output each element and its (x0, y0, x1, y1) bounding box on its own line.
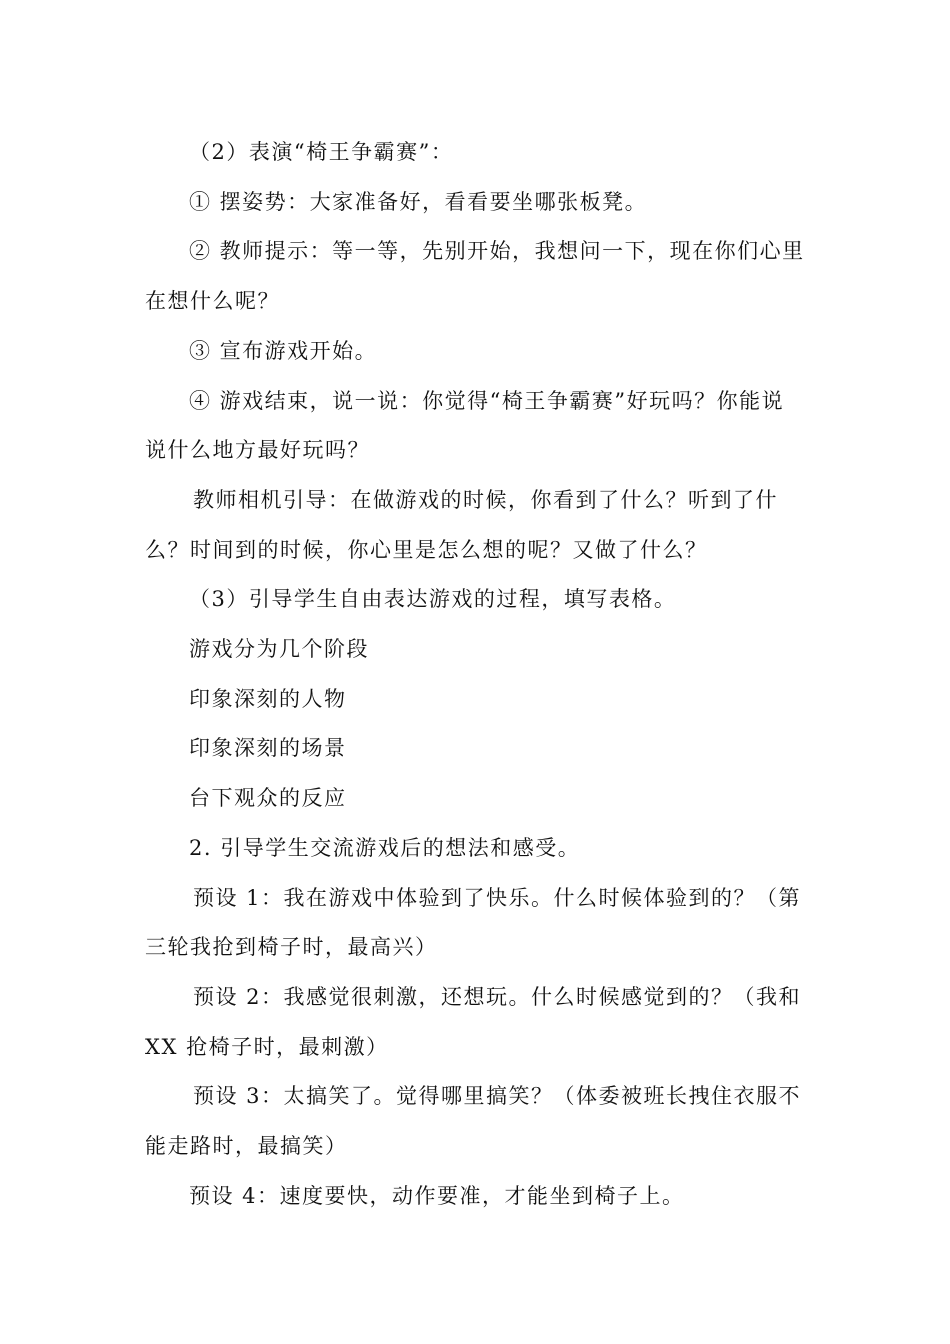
text-line: ② 教师提示：等一等，先别开始，我想问一下，现在你们心里 (189, 239, 805, 264)
text-line: 预设 3：太搞笑了。觉得哪里搞笑？（体委被班长拽住衣服不 (193, 1084, 802, 1109)
text-line: （2）表演“椅王争霸赛”： (189, 140, 454, 164)
text-line: ③ 宣布游戏开始。 (189, 338, 378, 363)
step-1-paragraph (145, 178, 815, 228)
text-line: 2. 引导学生交流游戏后的想法和感受。 (189, 835, 581, 860)
teacher-guide-paragraph (145, 476, 815, 575)
text-line: 教师相机引导：在做游戏的时候，你看到了什么？听到了什 (193, 487, 778, 512)
preset-3-paragraph (145, 1072, 815, 1171)
step-3-paragraph (145, 327, 815, 377)
step-2-paragraph (145, 227, 815, 326)
text-line: ① 摆姿势：大家准备好，看看要坐哪张板凳。 (189, 189, 648, 214)
preset-2-paragraph (145, 973, 815, 1072)
text-line: 三轮我抢到椅子时，最高兴） (145, 935, 438, 960)
performance-heading (145, 128, 815, 178)
table-row (145, 675, 815, 725)
table-row (145, 724, 815, 774)
step-4-paragraph (145, 377, 815, 476)
text-line: 预设 2：我感觉很刺激，还想玩。什么时候感觉到的？（我和 (193, 984, 802, 1009)
text-line: 能走路时，最搞笑） (145, 1134, 348, 1159)
table-row (145, 774, 815, 824)
text-line: 预设 1：我在游戏中体验到了快乐。什么时候体验到的？（第 (193, 885, 802, 910)
guide-heading-3 (145, 575, 815, 625)
table-row-label: 游戏分为几个阶段 (189, 637, 369, 662)
text-line: XX 抢椅子时，最刺激） (145, 1034, 389, 1059)
text-line: 么？时间到的时候，你心里是怎么想的呢？又做了什么？ (145, 537, 708, 562)
table-row-label: 台下观众的反应 (189, 786, 347, 811)
text-line: 在想什么呢？ (145, 289, 280, 314)
preset-1-paragraph (145, 874, 815, 973)
text-line: ④ 游戏结束，说一说：你觉得“椅王争霸赛”好玩吗？你能说 (189, 388, 785, 413)
table-row (145, 625, 815, 675)
table-row-label: 印象深刻的场景 (189, 736, 347, 761)
text-line: 说什么地方最好玩吗？ (145, 438, 370, 463)
table-row-label: 印象深刻的人物 (189, 686, 347, 711)
text-line: 预设 4：速度要快，动作要准，才能坐到椅子上。 (189, 1183, 685, 1208)
document-body (145, 128, 815, 1221)
text-line: （3）引导学生自由表达游戏的过程，填写表格。 (189, 587, 677, 612)
preset-4-paragraph (145, 1172, 815, 1222)
section-2-heading (145, 824, 815, 874)
